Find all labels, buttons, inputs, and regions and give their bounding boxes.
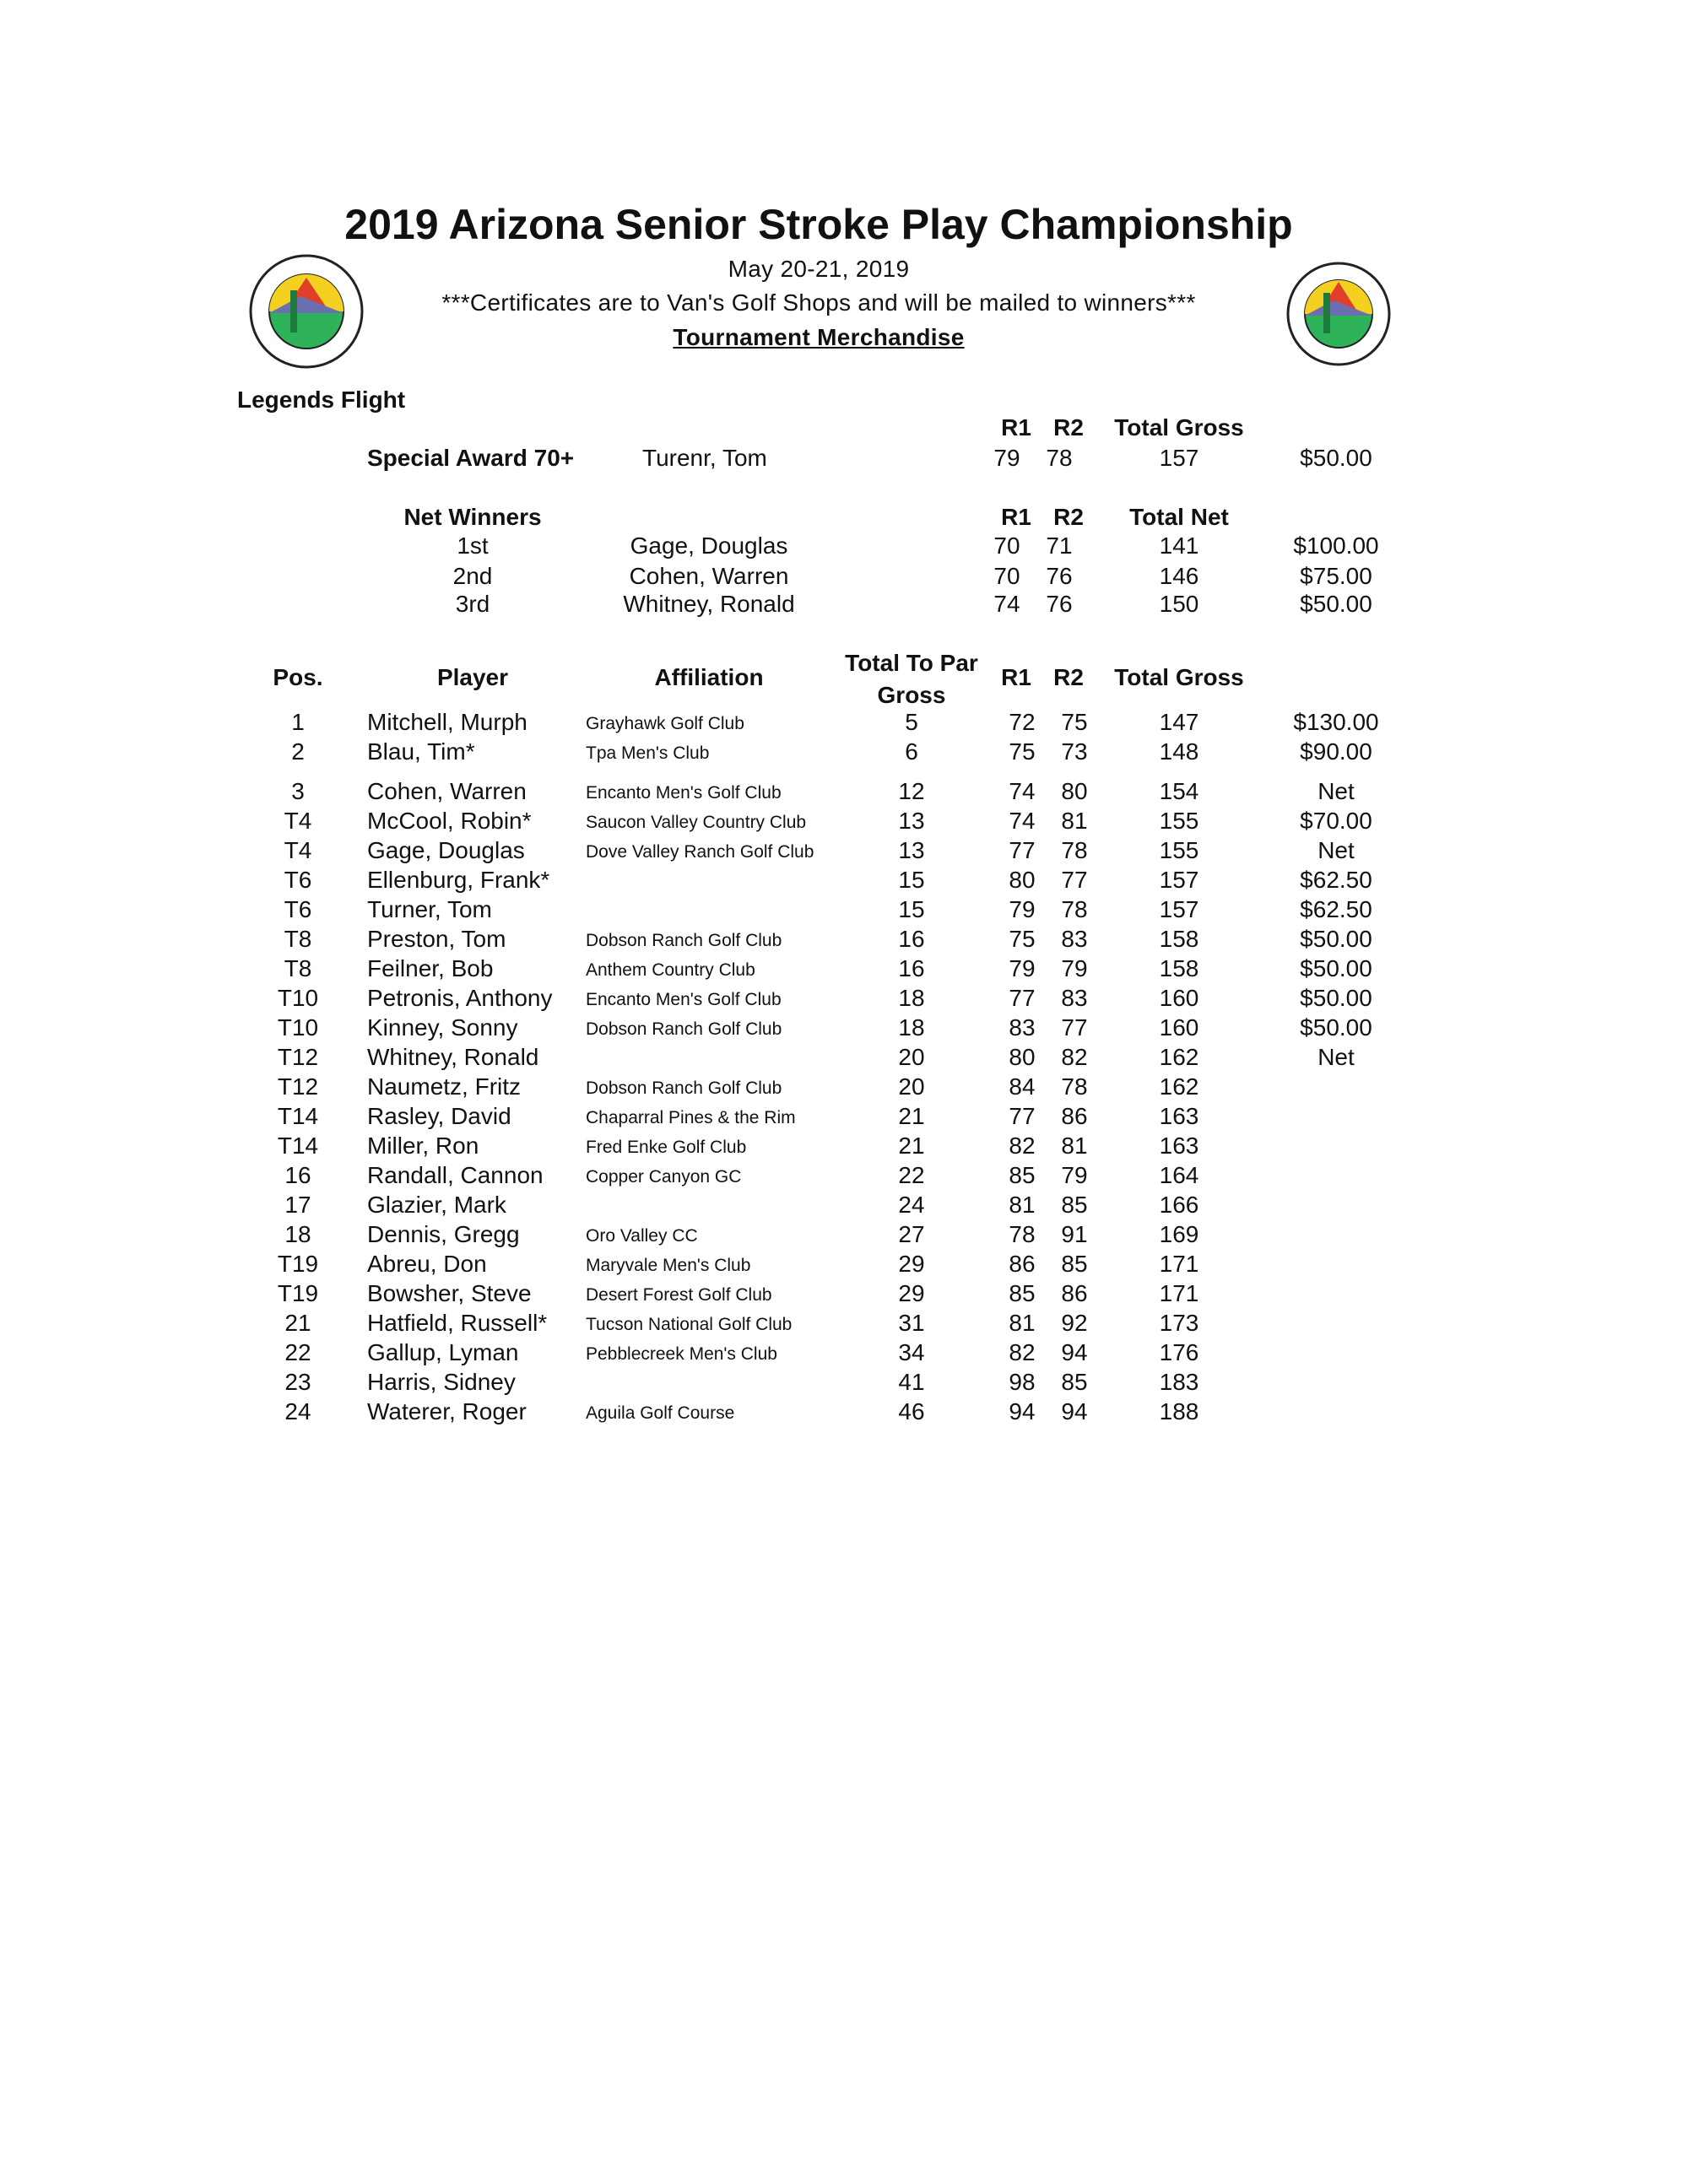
player-cell: Ellenburg, Frank*	[367, 867, 550, 893]
affiliation-cell: Copper Canyon GC	[586, 1167, 742, 1187]
prize-cell: $90.00	[1300, 738, 1372, 765]
net-place: 2nd	[452, 563, 493, 589]
total-gross-cell: 160	[1159, 985, 1199, 1011]
net-r2: 76	[1046, 591, 1073, 617]
total-gross-cell: 188	[1159, 1398, 1199, 1424]
to-par-cell: 46	[898, 1398, 925, 1424]
certificates-note: ***Certificates are to Van's Golf Shops and will be mailed to winners***	[441, 289, 1196, 316]
to-par-cell: 22	[898, 1162, 925, 1188]
net-r1: 74	[993, 591, 1020, 617]
total-gross-cell: 163	[1159, 1103, 1199, 1129]
r1-cell: 77	[1009, 985, 1036, 1011]
r1-cell: 83	[1009, 1014, 1036, 1041]
to-par-cell: 20	[898, 1044, 925, 1070]
prize-cell: Net	[1317, 837, 1355, 863]
to-par-cell: 21	[898, 1103, 925, 1129]
r1-cell: 75	[1009, 738, 1036, 765]
affiliation-cell: Dobson Ranch Golf Club	[586, 1078, 782, 1098]
player-cell: Dennis, Gregg	[367, 1221, 520, 1247]
r1-cell: 81	[1009, 1310, 1036, 1336]
total-gross-cell: 157	[1159, 896, 1199, 922]
r2-cell: 77	[1061, 1014, 1088, 1041]
affiliation-cell: Aguila Golf Course	[586, 1403, 735, 1423]
pos-cell: 2	[291, 738, 305, 765]
r1-cell: 75	[1009, 926, 1036, 952]
net-total-header: Total Net	[1129, 504, 1229, 530]
to-par-cell: 27	[898, 1221, 925, 1247]
r2-cell: 83	[1061, 926, 1088, 952]
r2-cell: 85	[1061, 1192, 1088, 1218]
special-award-name: Turenr, Tom	[642, 445, 767, 471]
pos-cell: 1	[291, 709, 305, 735]
affiliation-cell: Dobson Ranch Golf Club	[586, 931, 782, 950]
player-cell: Preston, Tom	[367, 926, 506, 952]
pos-cell: T12	[277, 1044, 319, 1070]
to-par-cell: 15	[898, 867, 925, 893]
r2-cell: 94	[1061, 1339, 1088, 1365]
r1-cell: 85	[1009, 1162, 1036, 1188]
affiliation-header: Affiliation	[654, 664, 764, 690]
pos-cell: T19	[277, 1280, 319, 1306]
player-cell: Miller, Ron	[367, 1133, 479, 1159]
r1-cell: 85	[1009, 1280, 1036, 1306]
total-gross-cell: 162	[1159, 1073, 1199, 1100]
r2-cell: 78	[1061, 1073, 1088, 1100]
total-gross-cell: 155	[1159, 837, 1199, 863]
prize-cell: $130.00	[1293, 709, 1379, 735]
total-gross-cell: 169	[1159, 1221, 1199, 1247]
affiliation-cell: Dobson Ranch Golf Club	[586, 1019, 782, 1039]
r1-cell: 78	[1009, 1221, 1036, 1247]
to-par-cell: 13	[898, 808, 925, 834]
r1-cell: 82	[1009, 1133, 1036, 1159]
net-name: Gage, Douglas	[630, 532, 788, 559]
pos-cell: T14	[277, 1103, 319, 1129]
r2-cell: 83	[1061, 985, 1088, 1011]
affiliation-cell: Desert Forest Golf Club	[586, 1285, 772, 1305]
player-cell: Waterer, Roger	[367, 1398, 527, 1424]
total-gross-header: Total Gross	[1114, 664, 1244, 690]
player-cell: Whitney, Ronald	[367, 1044, 539, 1070]
affiliation-cell: Chaparral Pines & the Rim	[586, 1108, 796, 1127]
net-r2: 76	[1046, 563, 1073, 589]
player-cell: Blau, Tim*	[367, 738, 475, 765]
player-cell: Randall, Cannon	[367, 1162, 544, 1188]
to-par-cell: 29	[898, 1280, 925, 1306]
r1-cell: 86	[1009, 1251, 1036, 1277]
total-gross-cell: 173	[1159, 1310, 1199, 1336]
affiliation-cell: Maryvale Men's Club	[586, 1256, 751, 1275]
player-cell: Bowsher, Steve	[367, 1280, 532, 1306]
net-total: 146	[1159, 563, 1199, 589]
net-prize: $50.00	[1300, 591, 1372, 617]
to-par-cell: 24	[898, 1192, 925, 1218]
player-cell: Cohen, Warren	[367, 778, 527, 804]
to-par-cell: 15	[898, 896, 925, 922]
r1-cell: 81	[1009, 1192, 1036, 1218]
player-cell: Turner, Tom	[367, 896, 492, 922]
pos-cell: T6	[284, 867, 312, 893]
pos-cell: T12	[277, 1073, 319, 1100]
prize-cell: $50.00	[1300, 926, 1372, 952]
special-award-label: Special Award 70+	[367, 445, 575, 471]
aga-logo-right	[1283, 255, 1394, 373]
total-gross-cell: 166	[1159, 1192, 1199, 1218]
to-par-cell: 18	[898, 985, 925, 1011]
to-par-cell: 6	[905, 738, 918, 765]
total-gross-cell: 154	[1159, 778, 1199, 804]
pos-cell: 22	[284, 1339, 311, 1365]
prize-cell: $50.00	[1300, 955, 1372, 981]
net-name: Whitney, Ronald	[623, 591, 795, 617]
total-gross-cell: 160	[1159, 1014, 1199, 1041]
r2-cell: 81	[1061, 808, 1088, 834]
net-place: 3rd	[455, 591, 490, 617]
pos-cell: 18	[284, 1221, 311, 1247]
prize-cell: $62.50	[1300, 896, 1372, 922]
pos-cell: T4	[284, 837, 312, 863]
affiliation-cell: Grayhawk Golf Club	[586, 714, 744, 733]
affiliation-cell: Tucson National Golf Club	[586, 1315, 793, 1334]
r1-cell: 98	[1009, 1369, 1036, 1395]
r1-cell: 74	[1009, 778, 1036, 804]
pos-cell: 17	[284, 1192, 311, 1218]
to-par-cell: 5	[905, 709, 918, 735]
net-total: 141	[1159, 532, 1199, 559]
net-total: 150	[1159, 591, 1199, 617]
r1-cell: 84	[1009, 1073, 1036, 1100]
r1-cell: 79	[1009, 955, 1036, 981]
pos-cell: 24	[284, 1398, 311, 1424]
player-cell: Gage, Douglas	[367, 837, 525, 863]
total-gross-cell: 158	[1159, 955, 1199, 981]
r2-cell: 81	[1061, 1133, 1088, 1159]
player-cell: Glazier, Mark	[367, 1192, 506, 1218]
player-cell: Abreu, Don	[367, 1251, 487, 1277]
r2-cell: 73	[1061, 738, 1088, 765]
r2-cell: 86	[1061, 1280, 1088, 1306]
tournament-merchandise-link[interactable]: Tournament Merchandise	[673, 324, 965, 350]
affiliation-cell: Pebblecreek Men's Club	[586, 1344, 777, 1364]
special-total-header: Total Gross	[1114, 414, 1244, 441]
pos-cell: T8	[284, 955, 312, 981]
net-name: Cohen, Warren	[629, 563, 789, 589]
total-gross-cell: 155	[1159, 808, 1199, 834]
player-header: Player	[436, 664, 509, 690]
pos-cell: T10	[277, 985, 319, 1011]
prize-cell: Net	[1317, 778, 1355, 804]
pos-cell: 3	[291, 778, 305, 804]
prize-cell: $50.00	[1300, 1014, 1372, 1041]
special-prize: $50.00	[1300, 445, 1372, 471]
prize-cell: $50.00	[1300, 985, 1372, 1011]
r2-cell: 85	[1061, 1369, 1088, 1395]
special-total: 157	[1159, 445, 1199, 471]
affiliation-cell: Anthem Country Club	[586, 960, 755, 980]
special-r1-header: R1	[1001, 414, 1031, 441]
r2-cell: 79	[1061, 1162, 1088, 1188]
prize-cell: $62.50	[1300, 867, 1372, 893]
total-gross-cell: 176	[1159, 1339, 1199, 1365]
player-cell: Hatfield, Russell*	[367, 1310, 548, 1336]
player-cell: Naumetz, Fritz	[367, 1073, 522, 1100]
special-r1: 79	[993, 445, 1020, 471]
to-par-header: Total To Par	[845, 650, 978, 676]
r2-cell: 94	[1061, 1398, 1088, 1424]
r2-cell: 92	[1061, 1310, 1088, 1336]
r1-cell: 80	[1009, 867, 1036, 893]
net-prize: $75.00	[1300, 563, 1372, 589]
to-par-header-2: Gross	[877, 682, 946, 708]
r1-cell: 82	[1009, 1339, 1036, 1365]
total-gross-cell: 162	[1159, 1044, 1199, 1070]
player-cell: Kinney, Sonny	[367, 1014, 518, 1041]
to-par-cell: 31	[898, 1310, 925, 1336]
total-gross-cell: 171	[1159, 1251, 1199, 1277]
r1-cell: 94	[1009, 1398, 1036, 1424]
net-winners-heading: Net Winners	[403, 504, 542, 530]
total-gross-cell: 164	[1159, 1162, 1199, 1188]
player-cell: Rasley, David	[367, 1103, 511, 1129]
to-par-cell: 13	[898, 837, 925, 863]
affiliation-cell: Encanto Men's Golf Club	[586, 783, 782, 803]
to-par-cell: 34	[898, 1339, 925, 1365]
total-gross-cell: 157	[1159, 867, 1199, 893]
r2-cell: 82	[1061, 1044, 1088, 1070]
player-cell: Mitchell, Murph	[367, 709, 528, 735]
affiliation-cell: Saucon Valley Country Club	[586, 813, 807, 832]
prize-cell: $70.00	[1300, 808, 1372, 834]
pos-cell: T19	[277, 1251, 319, 1277]
r2-cell: 79	[1061, 955, 1088, 981]
net-r1: 70	[993, 563, 1020, 589]
total-gross-cell: 163	[1159, 1133, 1199, 1159]
r2-cell: 86	[1061, 1103, 1088, 1129]
net-r1-header: R1	[1001, 504, 1031, 530]
page-title: 2019 Arizona Senior Stroke Play Championship	[344, 201, 1293, 248]
affiliation-cell: Dove Valley Ranch Golf Club	[586, 842, 814, 862]
to-par-cell: 16	[898, 955, 925, 981]
r2-cell: 78	[1061, 896, 1088, 922]
pos-cell: 23	[284, 1369, 311, 1395]
event-date: May 20-21, 2019	[728, 256, 910, 282]
player-cell: Gallup, Lyman	[367, 1339, 519, 1365]
r2-cell: 80	[1061, 778, 1088, 804]
net-r2-header: R2	[1053, 504, 1084, 530]
aga-logo-left	[241, 252, 372, 370]
net-r1: 70	[993, 532, 1020, 559]
r2-header: R2	[1053, 664, 1084, 690]
r1-cell: 79	[1009, 896, 1036, 922]
to-par-cell: 29	[898, 1251, 925, 1277]
r2-cell: 77	[1061, 867, 1088, 893]
net-prize: $100.00	[1293, 532, 1379, 559]
total-gross-cell: 147	[1159, 709, 1199, 735]
pos-cell: 21	[284, 1310, 311, 1336]
to-par-cell: 20	[898, 1073, 925, 1100]
special-r2-header: R2	[1053, 414, 1084, 441]
r2-cell: 78	[1061, 837, 1088, 863]
to-par-cell: 21	[898, 1133, 925, 1159]
to-par-cell: 16	[898, 926, 925, 952]
affiliation-cell: Encanto Men's Golf Club	[586, 990, 782, 1009]
pos-header: Pos.	[273, 664, 323, 690]
total-gross-cell: 158	[1159, 926, 1199, 952]
pos-cell: T8	[284, 926, 312, 952]
to-par-cell: 41	[898, 1369, 925, 1395]
total-gross-cell: 183	[1159, 1369, 1199, 1395]
pos-cell: T6	[284, 896, 312, 922]
affiliation-cell: Oro Valley CC	[586, 1226, 698, 1246]
pos-cell: T4	[284, 808, 312, 834]
net-place: 1st	[457, 532, 489, 559]
pos-cell: 16	[284, 1162, 311, 1188]
r2-cell: 85	[1061, 1251, 1088, 1277]
affiliation-cell: Fred Enke Golf Club	[586, 1138, 747, 1157]
pos-cell: T14	[277, 1133, 319, 1159]
r1-cell: 80	[1009, 1044, 1036, 1070]
total-gross-cell: 171	[1159, 1280, 1199, 1306]
player-cell: Petronis, Anthony	[367, 985, 553, 1011]
r1-cell: 77	[1009, 1103, 1036, 1129]
r1-cell: 72	[1009, 709, 1036, 735]
r1-cell: 74	[1009, 808, 1036, 834]
r2-cell: 91	[1061, 1221, 1088, 1247]
r1-header: R1	[1001, 664, 1031, 690]
player-cell: McCool, Robin*	[367, 808, 532, 834]
prize-cell: Net	[1317, 1044, 1355, 1070]
affiliation-cell: Tpa Men's Club	[586, 743, 710, 763]
to-par-cell: 18	[898, 1014, 925, 1041]
net-r2: 71	[1046, 532, 1073, 559]
pos-cell: T10	[277, 1014, 319, 1041]
total-gross-cell: 148	[1159, 738, 1199, 765]
r1-cell: 77	[1009, 837, 1036, 863]
player-cell: Harris, Sidney	[367, 1369, 516, 1395]
flight-heading: Legends Flight	[237, 387, 406, 413]
special-r2: 78	[1046, 445, 1073, 471]
to-par-cell: 12	[898, 778, 925, 804]
r2-cell: 75	[1061, 709, 1088, 735]
player-cell: Feilner, Bob	[367, 955, 494, 981]
